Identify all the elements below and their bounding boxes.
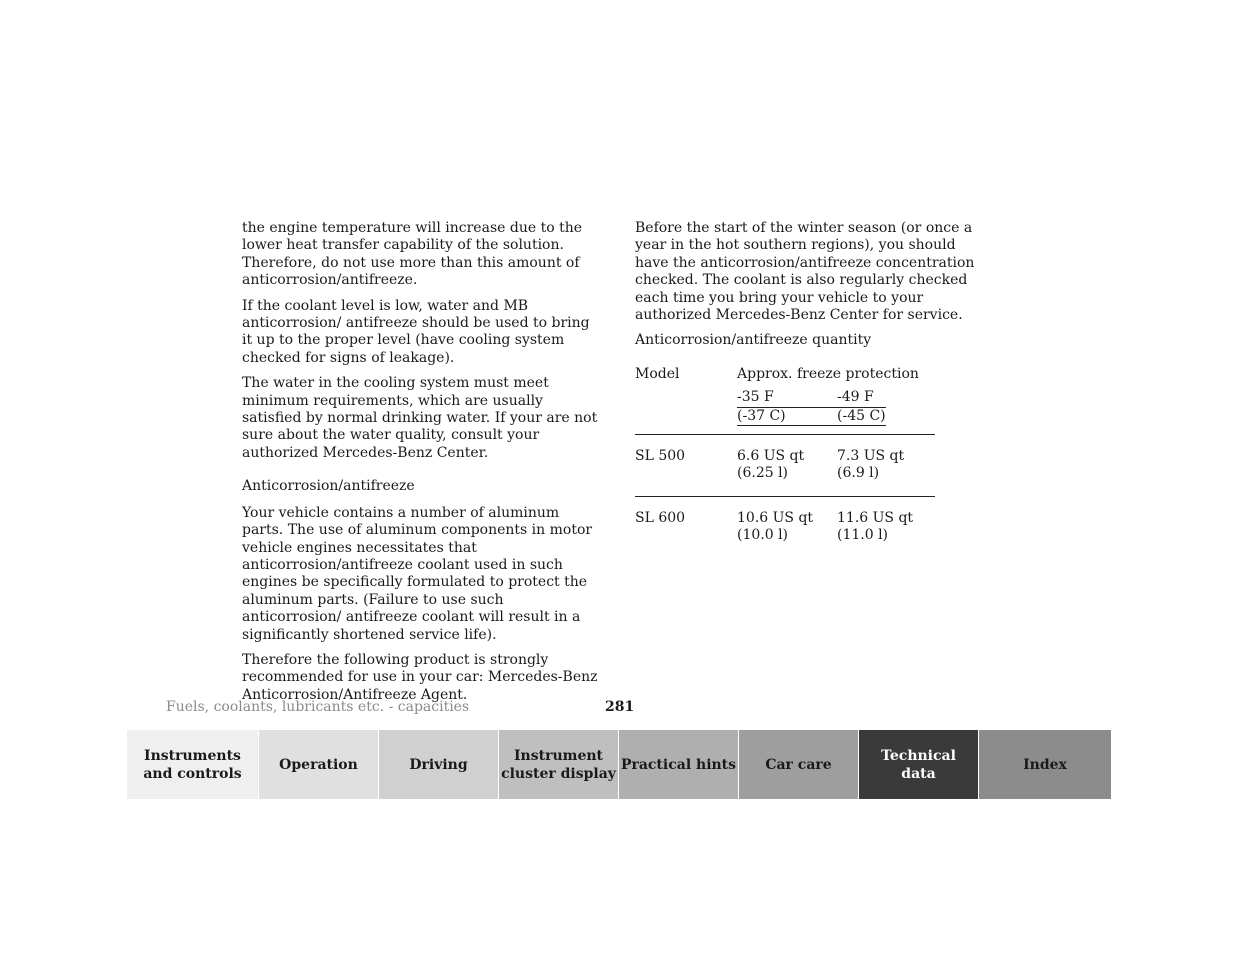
temps-subtable: [737, 389, 886, 426]
paragraph: Before the start of the winter season (or once a year in the hot southern regions), you should have the anticorrosion/antifreeze concentration checked. The coolant is also regularly checked each time you bring your vehicle to your authorized Mercedes-Benz Center for service.: [635, 220, 975, 324]
quantity-qt: 7.3 US qt: [837, 448, 905, 465]
paragraph: The water in the cooling system must meet minimum requirements, which are usually satisfied by normal drinking water. If your are not sure about the water quality, consult your authorized Mercedes-Benz Center.: [242, 375, 598, 461]
tab-car-care[interactable]: Car care: [738, 730, 858, 799]
quantity-qt: 10.6 US qt: [737, 509, 814, 526]
paragraph: Therefore the following product is strongly recommended for use in your car: Mercedes-Benz Anticorrosion/Antifreeze Agent.: [242, 651, 598, 703]
table-row: [635, 496, 935, 557]
section-heading: Anticorrosion/antifreeze: [242, 478, 415, 495]
header-protection: Approx. freeze protection: [737, 365, 919, 382]
paragraph: If the coolant level is low, water and MB anticorrosion/ antifreeze should be used to bring it up to the proper level (have cooling system checked for signs of leakage).: [242, 297, 590, 366]
left-column: [242, 220, 604, 712]
tab-instrument-cluster-display[interactable]: Instrument cluster display: [498, 730, 618, 799]
header-model: Model: [635, 366, 737, 435]
right-column: [635, 220, 990, 558]
tab-practical-hints[interactable]: Practical hints: [618, 730, 738, 799]
paragraph: the engine temperature will increase due to the lower heat transfer capability of the solution. Therefore, do not use more than this amount of anticorrosion/antifreeze.: [242, 220, 583, 289]
header-protection-cell: [737, 366, 935, 435]
paragraph: Your vehicle contains a number of aluminum parts. The use of aluminum components in motor vehicle engines necessitates that anticorrosion/antifreeze coolant used in such engines be specifically formulated to protect the aluminum parts. (Failure to use such anticorrosion/ antifreeze coolant will result in a significantly shortened service life).: [242, 504, 593, 643]
chapter-tabs: [127, 730, 1111, 799]
tab-instruments-and-controls[interactable]: Instruments and controls: [127, 730, 258, 799]
quantity-l: (11.0 l): [837, 527, 889, 544]
antifreeze-quantity-table: [635, 366, 935, 558]
table-header-row: [635, 366, 935, 435]
tab-index[interactable]: Index: [978, 730, 1111, 799]
page-number: 281: [605, 699, 635, 715]
quantity-l: (6.25 l): [737, 465, 789, 482]
tab-technical-data[interactable]: Technical data: [858, 730, 978, 799]
temp-c: (-37 C): [737, 407, 837, 425]
temp-c: (-45 C): [837, 407, 886, 424]
quantity-cell: [737, 496, 837, 557]
quantity-cell: [837, 496, 935, 557]
quantity-qt: 11.6 US qt: [837, 509, 914, 526]
model-cell: SL 600: [635, 509, 686, 526]
quantity-l: (10.0 l): [737, 527, 789, 544]
temp-f: -49 F: [837, 389, 886, 407]
table-row: [635, 435, 935, 497]
tab-driving[interactable]: Driving: [378, 730, 498, 799]
quantity-cell: [837, 435, 935, 497]
quantity-cell: [737, 435, 837, 497]
tab-operation[interactable]: Operation: [258, 730, 378, 799]
quantity-l: (6.9 l): [837, 465, 880, 482]
quantity-qt: 6.6 US qt: [737, 448, 805, 465]
table-title: Anticorrosion/antifreeze quantity: [635, 332, 872, 349]
model-cell: SL 500: [635, 435, 737, 497]
temp-f: -35 F: [737, 389, 837, 407]
section-title: Fuels, coolants, lubricants etc. - capacities: [166, 699, 470, 715]
